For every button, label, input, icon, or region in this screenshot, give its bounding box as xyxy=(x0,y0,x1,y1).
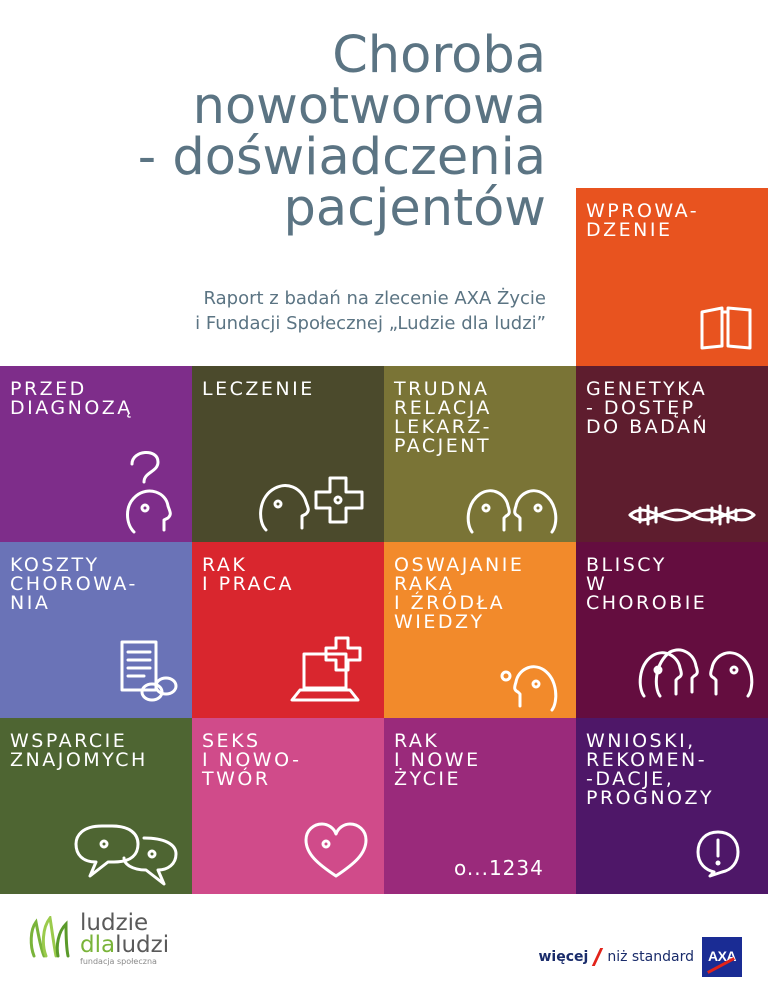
axa-branding xyxy=(539,937,743,977)
tile-rak-zycie[interactable] xyxy=(384,718,576,894)
report-subtitle xyxy=(195,286,546,336)
ldl-wordmark xyxy=(80,912,169,956)
tile-trudna-relacja[interactable] xyxy=(384,366,576,542)
laptop-cross-icon xyxy=(290,634,374,708)
title-line-2: nowotworowa xyxy=(192,77,546,136)
tile-rak-praca[interactable] xyxy=(192,542,384,718)
speech-bubbles-icon xyxy=(74,822,180,888)
title-line-3: - doświadczenia xyxy=(137,128,546,187)
heart-icon xyxy=(304,822,368,880)
ldl-hands-icon xyxy=(28,916,74,962)
axa-logo xyxy=(702,937,742,977)
tile-label: BLISCY W CHOROBIE xyxy=(586,554,708,614)
tile-label: OSWAJANIE RAKA I ŹRÓDŁA WIEDZY xyxy=(394,554,525,633)
slogan-niz-standard: niż standard xyxy=(607,949,694,965)
book-icon xyxy=(698,306,754,350)
tile-wprowadzenie[interactable] xyxy=(576,188,768,366)
tile-label: WSPARCIE ZNAJOMYCH xyxy=(10,730,148,771)
tile-bliscy[interactable] xyxy=(576,542,768,718)
document-coins-icon xyxy=(118,640,180,704)
dna-icon xyxy=(628,500,756,530)
tile-koszty[interactable] xyxy=(0,542,192,718)
tile-label: WNIOSKI, REKOMEN- -DACJE, PROGNOZY xyxy=(586,730,715,809)
tile-wnioski[interactable] xyxy=(576,718,768,894)
head-icon xyxy=(498,654,558,712)
ldl-word-ludzi: ludzi xyxy=(115,932,170,958)
counter-icon: o...1234 xyxy=(454,856,544,880)
tile-label: GENETYKA - DOSTĘP DO BADAŃ xyxy=(586,378,710,438)
ludzie-dla-ludzi-logo xyxy=(28,912,188,974)
tile-label: LECZENIE xyxy=(202,378,315,400)
tile-label: SEKS I NOWO- TWÓR xyxy=(202,730,302,790)
slogan-slash xyxy=(592,948,603,966)
subtitle-line-2: i Fundacji Społecznej „Ludzie dla ludzi” xyxy=(195,313,546,334)
head-medical-cross-icon xyxy=(256,474,372,534)
tile-label: TRUDNA RELACJA LEKARZ- PACJENT xyxy=(394,378,492,457)
tile-leczenie[interactable] xyxy=(192,366,384,542)
tile-genetyka[interactable] xyxy=(576,366,768,542)
ldl-word-ludzie: ludzie xyxy=(80,910,149,936)
axa-logo-text: AXA xyxy=(707,948,737,964)
tile-przed-diagnoza[interactable] xyxy=(0,366,192,542)
title-line-4: pacjentów xyxy=(283,179,546,238)
exclamation-icon xyxy=(696,830,740,878)
tile-label: RAK I NOWE ŻYCIE xyxy=(394,730,481,790)
slogan-wiecej: więcej xyxy=(538,949,589,965)
subtitle-line-1: Raport z badań na zlecenie AXA Życie xyxy=(203,288,546,309)
tile-label: WPROWA- DZENIE xyxy=(586,200,700,241)
title-line-1: Choroba xyxy=(332,26,546,85)
three-heads-icon xyxy=(638,642,754,700)
tile-label: KOSZTY CHOROWA- NIA xyxy=(10,554,138,614)
question-head-icon xyxy=(118,444,178,534)
tile-seks[interactable] xyxy=(192,718,384,894)
two-heads-icon xyxy=(466,480,558,534)
report-title xyxy=(137,26,546,238)
ldl-word-dla: dla xyxy=(80,932,116,958)
tile-label: RAK I PRACA xyxy=(202,554,294,595)
tile-label: PRZED DIAGNOZĄ xyxy=(10,378,133,419)
tile-oswajanie[interactable] xyxy=(384,542,576,718)
ldl-subtitle: fundacja społeczna xyxy=(80,957,157,966)
tile-wsparcie[interactable] xyxy=(0,718,192,894)
ldl-word-dlaludzi xyxy=(80,934,169,956)
